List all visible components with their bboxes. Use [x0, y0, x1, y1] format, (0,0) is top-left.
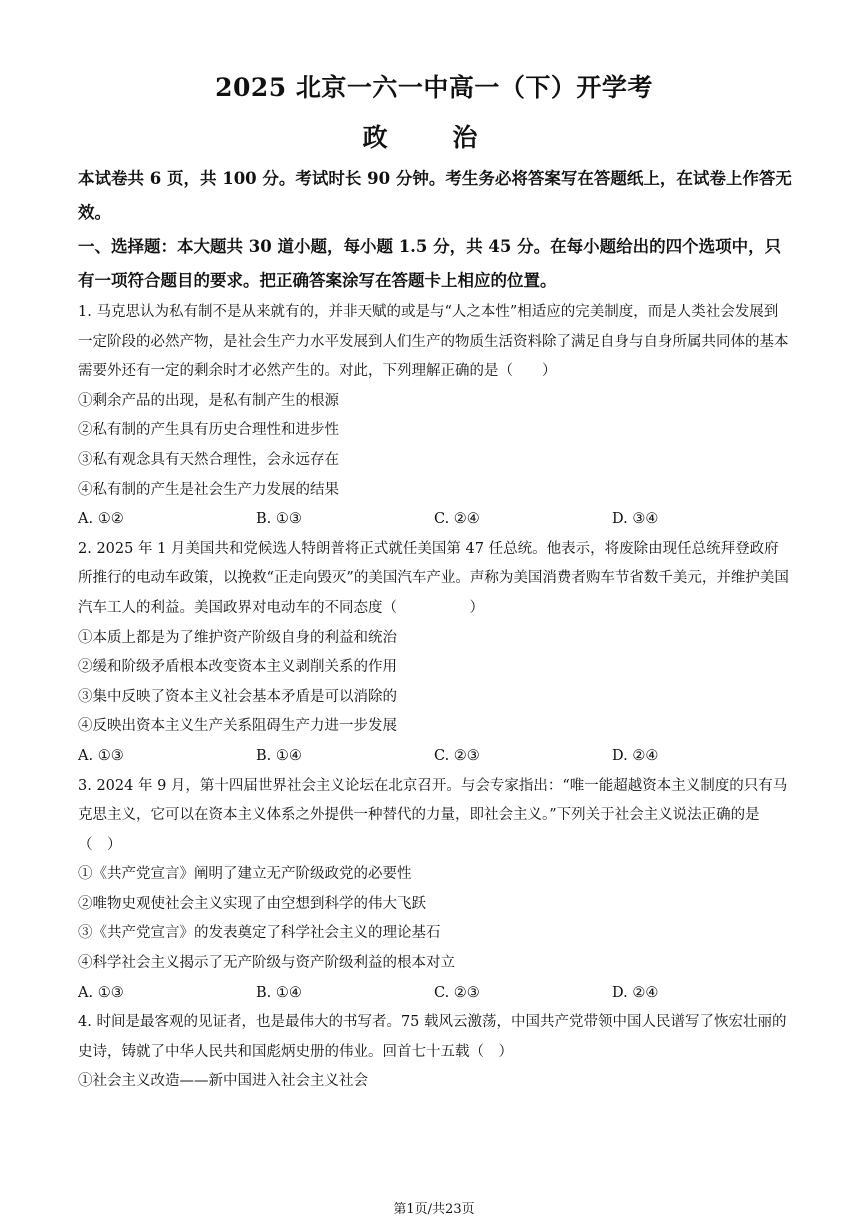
- choice-a: A. ①③: [78, 984, 124, 1001]
- choice-d: D. ②④: [612, 747, 659, 764]
- choice-d: D. ②④: [612, 984, 659, 1001]
- exam-instructions: 本试卷共 6 页，共 100 分。考试时长 90 分钟。考生务必将答案写在答题纸上，在试卷上作答无效。: [78, 169, 792, 222]
- statement-item: ①《共产党宣言》阐明了建立无产阶级政党的必要性: [78, 866, 412, 883]
- question-stem: 2. 2025 年 1 月美国共和党候选人特朗普将正式就任美国第 47 任总统。他表示，将废除由现任总统拜登政府所推行的电动车政策，以挽救“正走向毁灭”的美国汽车产业。声称为美国消费者购车节省数千美元，并维护美国汽车工人的利益。美国政界对电动车的不同态度（ ）: [78, 540, 789, 616]
- statement-item: ①剩余产品的出现，是私有制产生的根源: [78, 392, 339, 409]
- choice-c: C. ②③: [434, 747, 480, 764]
- question-4: [78, 1008, 792, 1097]
- question-3: [78, 772, 792, 1009]
- statement-item: ③集中反映了资本主义社会基本矛盾是可以消除的: [78, 688, 397, 705]
- subject-title: 政 治: [362, 123, 506, 152]
- choice-b: B. ①③: [256, 511, 302, 528]
- choice-a: A. ①③: [78, 747, 124, 764]
- choice-d: D. ③④: [612, 511, 659, 528]
- exam-content: [78, 162, 792, 1097]
- statement-item: ③私有观念具有天然合理性，会永远存在: [78, 451, 339, 468]
- statement-item: ④私有制的产生是社会生产力发展的结果: [78, 481, 339, 498]
- statement-item: ②缓和阶级矛盾根本改变资本主义剥削关系的作用: [78, 659, 397, 676]
- answer-choices: [78, 505, 792, 535]
- choice-b: B. ①④: [256, 747, 302, 764]
- question-stem: 3. 2024 年 9 月，第十四届世界社会主义论坛在北京召开。与会专家指出：“唯一能超越资本主义制度的只有马克思主义，它可以在资本主义体系之外提供一种替代的力量，即社会主义。”下列关于社会主义说法正确的是（ ）: [78, 777, 788, 853]
- choice-b: B. ①④: [256, 984, 302, 1001]
- statement-item: ②私有制的产生具有历史合理性和进步性: [78, 422, 339, 439]
- answer-choices: [78, 742, 792, 772]
- choice-c: C. ②③: [434, 984, 480, 1001]
- page-footer: 第1页/共23页: [393, 1202, 475, 1217]
- exam-title: 2025 北京一六一中高一（下）开学考: [215, 73, 653, 102]
- question-stem: 1. 马克思认为私有制不是从来就有的，并非天赋的或是与“人之本性”相适应的完美制度，而是人类社会发展到一定阶段的必然产物，是社会生产力水平发展到人们生产的物质生活资料除了满足自身与自身所属共同体的基本需要外还有一定的剩余时才必然产生的。对此，下列理解正确的是（ ）: [78, 304, 789, 380]
- section-heading: 一、选择题：本大题共 30 道小题，每小题 1.5 分，共 45 分。在每小题给出的四个选项中，只有一项符合题目的要求。把正确答案涂写在答题卡上相应的位置。: [78, 237, 782, 290]
- question-1: [78, 298, 792, 535]
- statement-item: ④科学社会主义揭示了无产阶级与资产阶级利益的根本对立: [78, 955, 455, 972]
- statement-item: ④反映出资本主义生产关系阻碍生产力进一步发展: [78, 718, 397, 735]
- question-stem: 4. 时间是最客观的见证者，也是最伟大的书写者。75 载风云激荡，中国共产党带领中国人民谱写了恢宏壮丽的史诗，铸就了中华人民共和国彪炳史册的伟业。回首七十五载（ ）: [78, 1014, 787, 1060]
- choice-c: C. ②④: [434, 511, 480, 528]
- statement-item: ②唯物史观使社会主义实现了由空想到科学的伟大飞跃: [78, 895, 426, 912]
- question-2: [78, 535, 792, 772]
- statement-item: ①本质上都是为了维护资产阶级自身的利益和统治: [78, 629, 397, 646]
- choice-a: A. ①②: [78, 511, 124, 528]
- answer-choices: [78, 979, 792, 1009]
- statement-item: ③《共产党宣言》的发表奠定了科学社会主义的理论基石: [78, 925, 441, 942]
- statement-item: ①社会主义改造——新中国进入社会主义社会: [78, 1073, 368, 1090]
